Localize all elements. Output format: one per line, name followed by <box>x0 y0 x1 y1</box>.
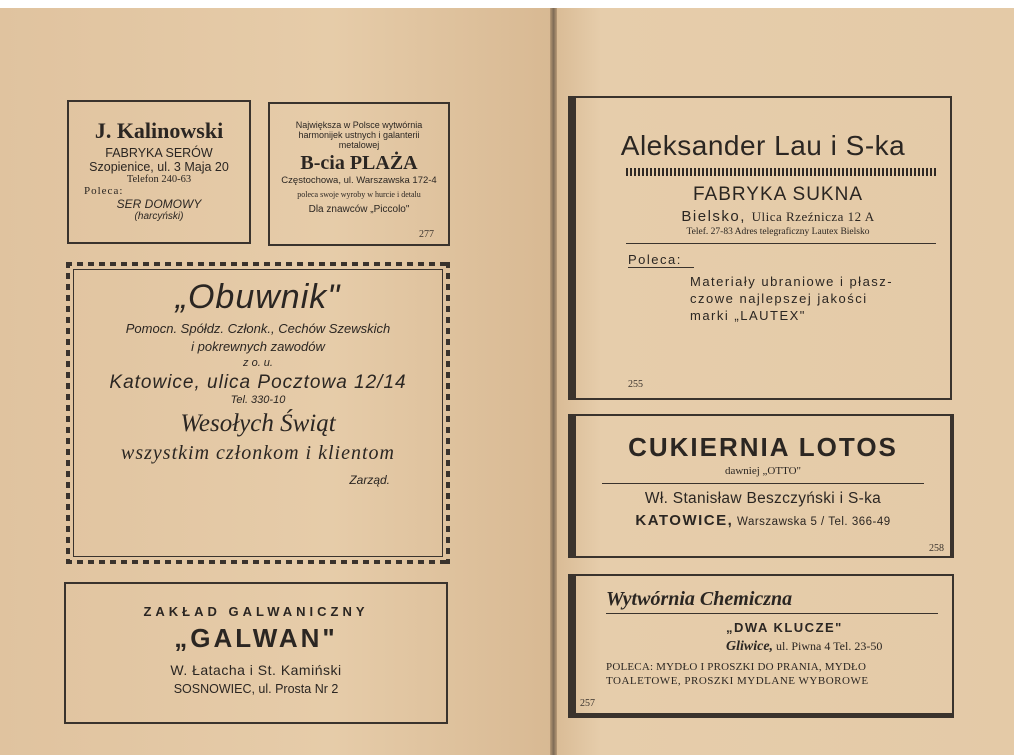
ad-poleca: Poleca: <box>84 185 124 197</box>
ad-line: i pokrewnych zawodów <box>191 339 325 354</box>
ad-title: J. Kalinowski <box>94 118 224 143</box>
ad-title: B-cia PLAŻA <box>300 152 418 174</box>
ad-line: poleca swoje wyroby w hurcie i detalu <box>297 190 421 199</box>
ad-desc: marki „LAUTEX" <box>690 308 806 323</box>
ad-owners: W. Łatacha i St. Kamiński <box>170 662 342 678</box>
ad-line: z o. u. <box>243 357 273 369</box>
ad-line: metalowej <box>338 140 380 150</box>
ad-phone: Telefon 240-63 <box>126 174 192 185</box>
ad-line: ZAKŁAD GALWANICZNY <box>143 604 369 619</box>
ad-address: KATOWICE, Warszawska 5 / Tel. 366-49 <box>635 512 891 529</box>
ad-poleca: Poleca: <box>628 252 682 267</box>
ad-greeting: Wesołych Świąt <box>180 410 336 437</box>
divider <box>602 483 924 484</box>
ad-product-sub: (harcyński) <box>134 211 184 222</box>
ad-desc: Materiały ubraniowe i płasz- <box>690 274 894 289</box>
ad-desc: czowe najlepszej jakości <box>690 291 868 306</box>
ad-kalinowski <box>67 100 251 244</box>
ad-line: FABRYKA SERÓW <box>105 146 213 160</box>
ad-greeting-line: wszystkim członkom i klientom <box>121 442 395 464</box>
ad-title: „GALWAN" <box>174 623 338 653</box>
ad-obuwnik <box>66 262 450 564</box>
ad-address: Szopienice, ul. 3 Maja 20 <box>89 160 229 174</box>
ad-title: „Obuwnik" <box>175 278 341 316</box>
ad-owner: Wł. Stanisław Beszczyński i S-ka <box>644 490 882 507</box>
ad-line: FABRYKA SUKNA <box>693 184 863 205</box>
ad-galwan <box>64 582 448 724</box>
ad-lotos <box>568 414 954 558</box>
ad-signature: Zarząd. <box>349 473 390 487</box>
ad-line: harmonijek ustnych i galanterii <box>298 130 420 140</box>
ad-address: Gliwice, ul. Piwna 4 Tel. 23-50 <box>726 639 883 654</box>
ad-title: CUKIERNIA LOTOS <box>628 432 898 462</box>
page-number: 255 <box>628 379 643 390</box>
page-edge <box>1014 0 1024 755</box>
ad-phone: Tel. 330-10 <box>230 394 286 406</box>
ad-lau <box>568 96 952 400</box>
ad-line: POLECA: MYDŁO I PROSZKI DO PRANIA, MYDŁO <box>606 661 867 673</box>
ad-brand: „DWA KLUCZE" <box>726 620 843 635</box>
ad-product: SER DOMOWY <box>116 197 202 211</box>
ad-line: Pomocn. Spółdz. Członk., Cechów Szewskich <box>125 321 391 336</box>
ad-address: Częstochowa, ul. Warszawska 172-4 <box>281 175 437 186</box>
ad-address: Katowice, ulica Pocztowa 12/14 <box>109 372 407 393</box>
ad-line: TOALETOWE, PROSZKI MYDLANE WYBOROWE <box>606 675 869 687</box>
ad-address: Bielsko, Ulica Rzeźnicza 12 A <box>681 208 875 225</box>
page-number: 277 <box>419 229 434 240</box>
ad-line: Dla znawców „Piccolo" <box>308 204 410 215</box>
ad-address: SOSNOWIEC, ul. Prosta Nr 2 <box>173 682 339 696</box>
ad-chemiczna <box>568 574 954 718</box>
ad-plaza <box>268 102 450 246</box>
decorative-rule <box>626 168 936 176</box>
divider <box>626 243 936 244</box>
page-number: 257 <box>580 698 595 709</box>
ad-line: dawniej „OTTO" <box>724 465 802 477</box>
ad-phone: Telef. 27-83 Adres telegraficzny Lautex Bielsko <box>686 227 870 237</box>
ad-title: Aleksander Lau i S-ka <box>620 130 906 161</box>
page-number: 258 <box>929 543 944 554</box>
ad-title: Wytwórnia Chemiczna <box>606 588 793 610</box>
divider <box>628 267 694 268</box>
ad-line: Największa w Polsce wytwórnia <box>295 120 423 130</box>
book-gutter <box>550 8 557 755</box>
divider <box>606 613 938 614</box>
